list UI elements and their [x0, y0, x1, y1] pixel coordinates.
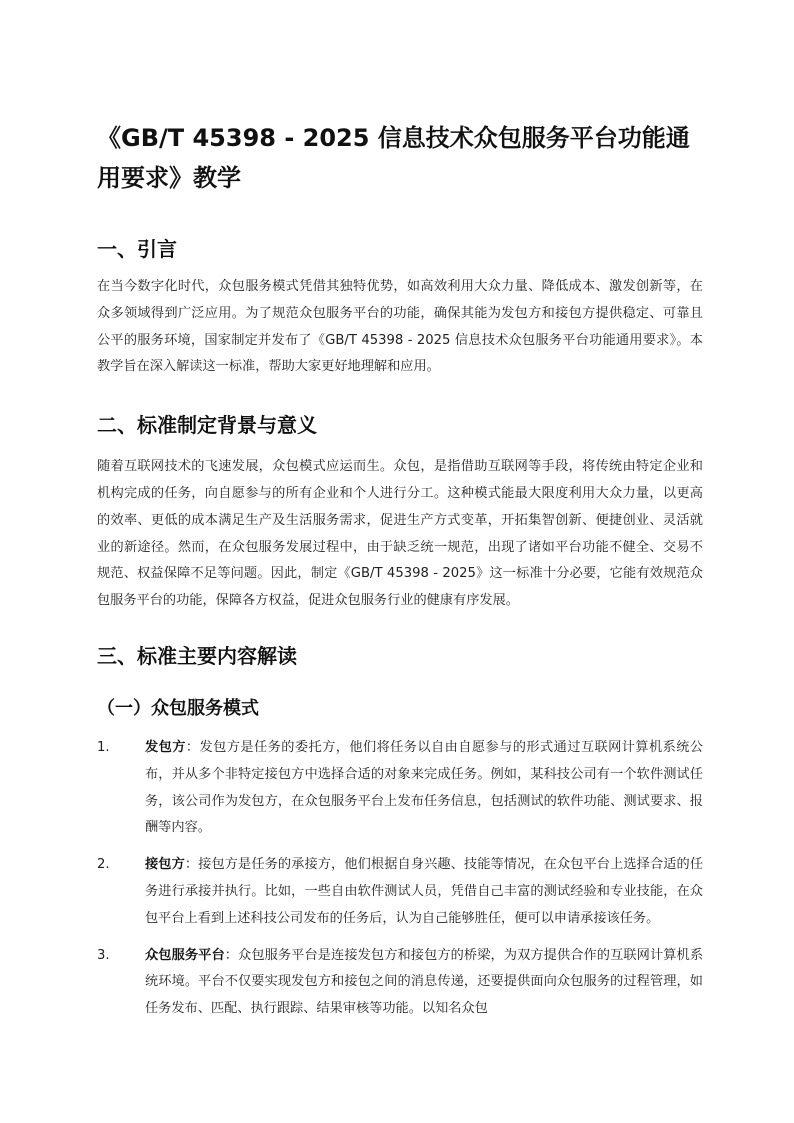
- subsection-heading-crowdsourcing-model: （一）众包服务模式: [97, 697, 259, 719]
- list-item-separator: ：: [224, 947, 239, 963]
- section-paragraph-background: 随着互联网技术的飞速发展，众包模式应运而生。众包，是指借助互联网等手段，将传统由特定企业和机构完成的任务，向自愿参与的所有企业和个人进行分工。这种模式能最大限度利用大众力量，以更高的效率、更低的成本满足生产及生活服务需求，促进生产方式变革，开拓集智创新、便捷创业、灵活就业的新途径。然而，在众包服务发展过程中，由于缺乏统一规范，出现了诸如平台功能不健全、交易不规范、权益保障不足等问题。因此，制定《GB/T 45398 - 2025》这一标准十分必要，它能有效规范众包服务平台的功能，保障各方权益，促进众包服务行业的健康有序发展。: [97, 459, 703, 609]
- section-heading-background: 二、标准制定背景与意义: [97, 413, 317, 438]
- list-item: [97, 852, 703, 932]
- list-item: [97, 943, 703, 1023]
- list-item-text: 发包方是任务的委托方，他们将任务以自由自愿参与的形式通过互联网计算机系统公布，并从多个非特定接包方中选择合适的对象来完成任务。例如，某科技公司有一个软件测试任务，该公司作为发包方，在众包服务平台上发布任务信息，包括测试的软件功能、测试要求、报酬等内容。: [145, 739, 704, 836]
- crowdsourcing-roles-list: [97, 735, 703, 1023]
- list-item-separator: ：: [184, 857, 199, 873]
- list-item-number: 2.: [97, 857, 110, 873]
- list-item-number: 3.: [97, 947, 110, 963]
- list-item-term: 发包方: [145, 739, 186, 755]
- list-item-number: 1.: [97, 739, 110, 755]
- section-paragraph-introduction: 在当今数字化时代，众包服务模式凭借其独特优势，如高效利用大众力量、降低成本、激发创新等，在众多领域得到广泛应用。为了规范众包服务平台的功能，确保其能为发包方和接包方提供稳定、可靠且公平的服务环境，国家制定并发布了《GB/T 45398 - 2025 信息技术众包服务平台功能通用要求》。本教学旨在深入解读这一标准，帮助大家更好地理解和应用。: [97, 279, 703, 375]
- list-item: [97, 735, 703, 842]
- section-heading-main-content: 三、标准主要内容解读: [97, 643, 297, 668]
- section-heading-introduction: 一、引言: [97, 237, 177, 261]
- list-item-text: 众包服务平台是连接发包方和接包方的桥梁，为双方提供合作的互联网计算机系统环境。平台不仅要实现发包方和接包之间的消息传递，还要提供面向众包服务的过程管理，如任务发布、匹配、执行跟踪、结果审核等功能。以知名众包: [145, 947, 704, 1017]
- list-item-term: 接包方: [145, 857, 185, 873]
- list-item-text: 接包方是任务的承接方，他们根据自身兴趣、技能等情况，在众包平台上选择合适的任务进行承接并执行。比如，一些自由软件测试人员，凭借自己丰富的测试经验和专业技能，在众包平台上看到上述科技公司发布的任务后，认为自己能够胜任，便可以申请承接该任务。: [145, 857, 704, 926]
- list-item-separator: ：: [185, 739, 200, 755]
- list-item-term: 众包服务平台: [145, 947, 225, 963]
- document-title: 《GB/T 45398 - 2025 信息技术众包服务平台功能通用要求》教学: [97, 124, 690, 192]
- document-page: [97, 118, 703, 1023]
